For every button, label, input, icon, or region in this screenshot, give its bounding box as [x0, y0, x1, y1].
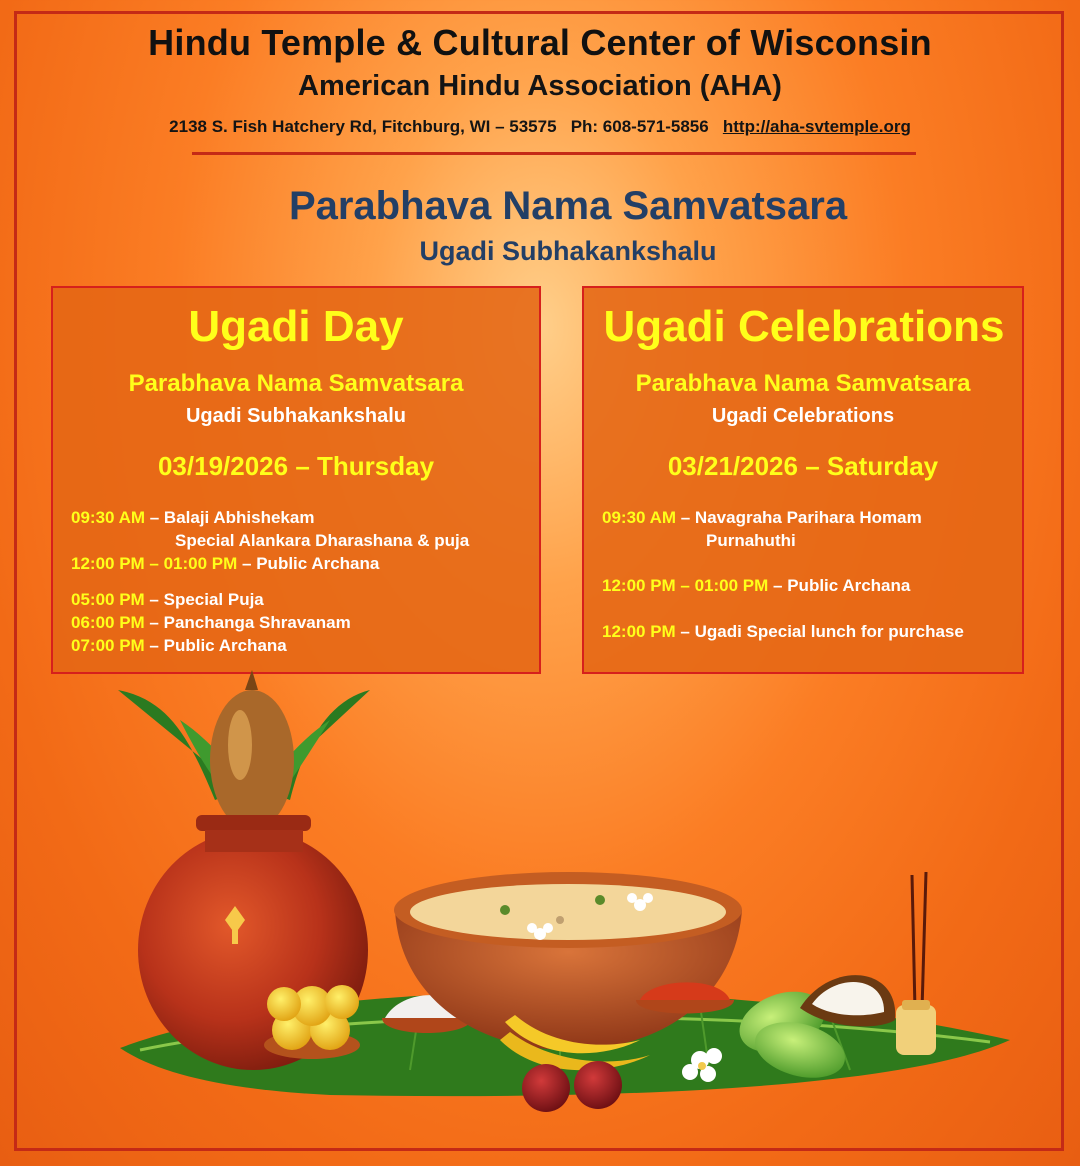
schedule-item: 07:00 PM – Public Archana [71, 636, 287, 655]
banner-title: Parabhava Nama Samvatsara [288, 184, 848, 228]
panel-samvatsara: Parabhava Nama Samvatsara [128, 370, 464, 397]
banner-subtitle: Ugadi Subhakankshalu [419, 236, 717, 266]
panel-date: 03/21/2026 – Saturday [667, 451, 939, 481]
schedule-item: Purnahuthi [706, 531, 796, 550]
phone: Ph: 608-571-5856 [570, 117, 709, 136]
panel-title: Ugadi Celebrations [711, 405, 895, 427]
org-name: Hindu Temple & Cultural Center of Wisconsin [148, 22, 932, 63]
panel-date: 03/19/2026 – Thursday [157, 451, 435, 481]
schedule-item: 06:00 PM – Panchanga Shravanam [71, 613, 351, 632]
panel-heading: Ugadi Celebrations [603, 302, 1005, 351]
schedule-item: 09:30 AM – Navagraha Parihara Homam [602, 508, 922, 527]
association-name: American Hindu Association (AHA) [298, 70, 782, 102]
incense-sticks [896, 872, 936, 1055]
website-link[interactable]: http://aha-svtemple.org [722, 117, 911, 136]
address: 2138 S. Fish Hatchery Rd, Fitchburg, WI – 53575 [169, 117, 557, 136]
schedule-item: 05:00 PM – Special Puja [71, 590, 264, 609]
panel-heading: Ugadi Day [188, 302, 404, 351]
schedule-item: 12:00 PM – Ugadi Special lunch for purchase [602, 622, 964, 641]
panel-greeting: Ugadi Subhakankshalu [185, 405, 407, 427]
schedule-item: Special Alankara Dharashana & puja [175, 531, 470, 550]
laddu-bowl [264, 985, 360, 1059]
panel-samvatsara: Parabhava Nama Samvatsara [635, 370, 971, 397]
schedule-item: 09:30 AM – Balaji Abhishekam [71, 508, 315, 527]
schedule-item: 12:00 PM – 01:00 PM – Public Archana [602, 576, 911, 595]
schedule-item: 12:00 PM – 01:00 PM – Public Archana [71, 554, 380, 573]
